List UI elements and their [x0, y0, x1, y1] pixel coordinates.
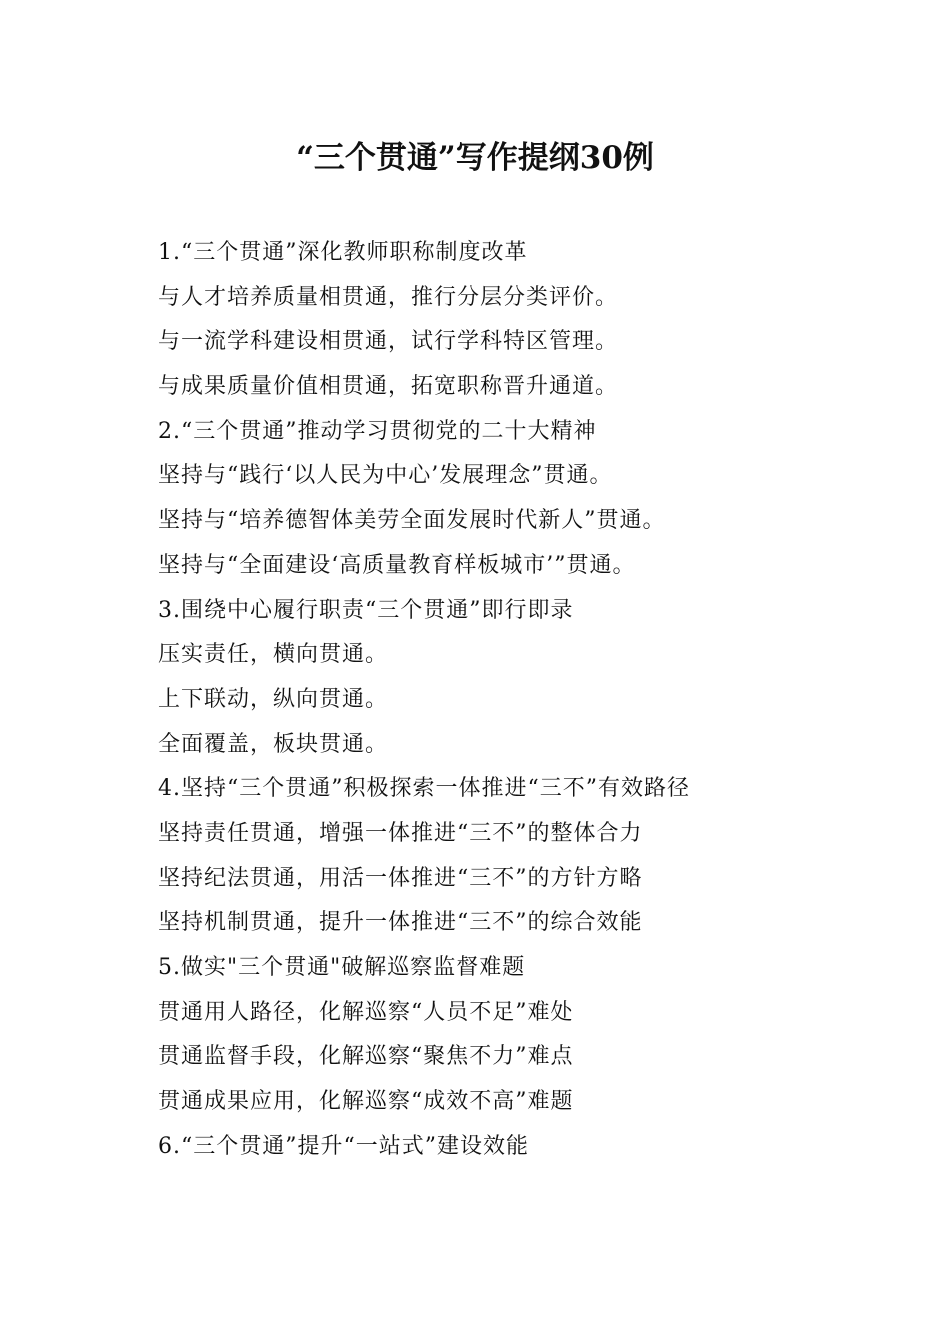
- outline-heading-3: 3.围绕中心履行职责“三个贯通”即行即录: [158, 597, 574, 623]
- outline-heading-5: 5.做实"三个贯通"破解巡察监督难题: [158, 955, 526, 980]
- outline-heading-1: 1.“三个贯通”深化教师职称制度改革: [158, 240, 528, 265]
- outline-heading-2: 2.“三个贯通”推动学习贯彻党的二十大精神: [158, 418, 597, 444]
- outline-item: 坚持与“培养德智体美劳全面发展时代新人”贯通。: [158, 508, 666, 534]
- outline-item: 与成果质量价值相贯通，拓宽职称晋升通道。: [158, 374, 619, 400]
- outline-item: 压实责任，横向贯通。: [158, 642, 389, 668]
- outline-item: 贯通用人路径，化解巡察“人员不足”难处: [158, 999, 574, 1025]
- outline-item: 贯通成果应用，化解巡察“成效不高”难题: [158, 1089, 574, 1115]
- outline-item: 坚持纪法贯通，用活一体推进“三不”的方针方略: [158, 865, 643, 891]
- outline-heading-4: 4.坚持“三个贯通”积极探索一体推进“三不”有效路径: [158, 776, 690, 802]
- outline-item: 全面覆盖，板块贯通。: [158, 731, 389, 757]
- outline-heading-6: 6.“三个贯通”提升“一站式”建设效能: [158, 1133, 529, 1159]
- outline-item: 贯通监督手段，化解巡察“聚焦不力”难点: [158, 1044, 574, 1070]
- outline-item: 与一流学科建设相贯通，试行学科特区管理。: [158, 329, 619, 355]
- outline-item: 坚持责任贯通，增强一体推进“三不”的整体合力: [158, 820, 643, 846]
- outline-item: 坚持与“全面建设‘高质量教育样板城市’”贯通。: [158, 552, 636, 578]
- document-title: “三个贯通”写作提纲30例: [296, 140, 654, 176]
- outline-item: 与人才培养质量相贯通，推行分层分类评价。: [158, 284, 619, 310]
- outline-item: 上下联动，纵向贯通。: [158, 686, 389, 712]
- outline-item: 坚持机制贯通，提升一体推进“三不”的综合效能: [158, 910, 643, 936]
- outline-item: 坚持与“践行‘以人民为中心’发展理念”贯通。: [158, 463, 613, 489]
- document-body: [158, 236, 918, 1174]
